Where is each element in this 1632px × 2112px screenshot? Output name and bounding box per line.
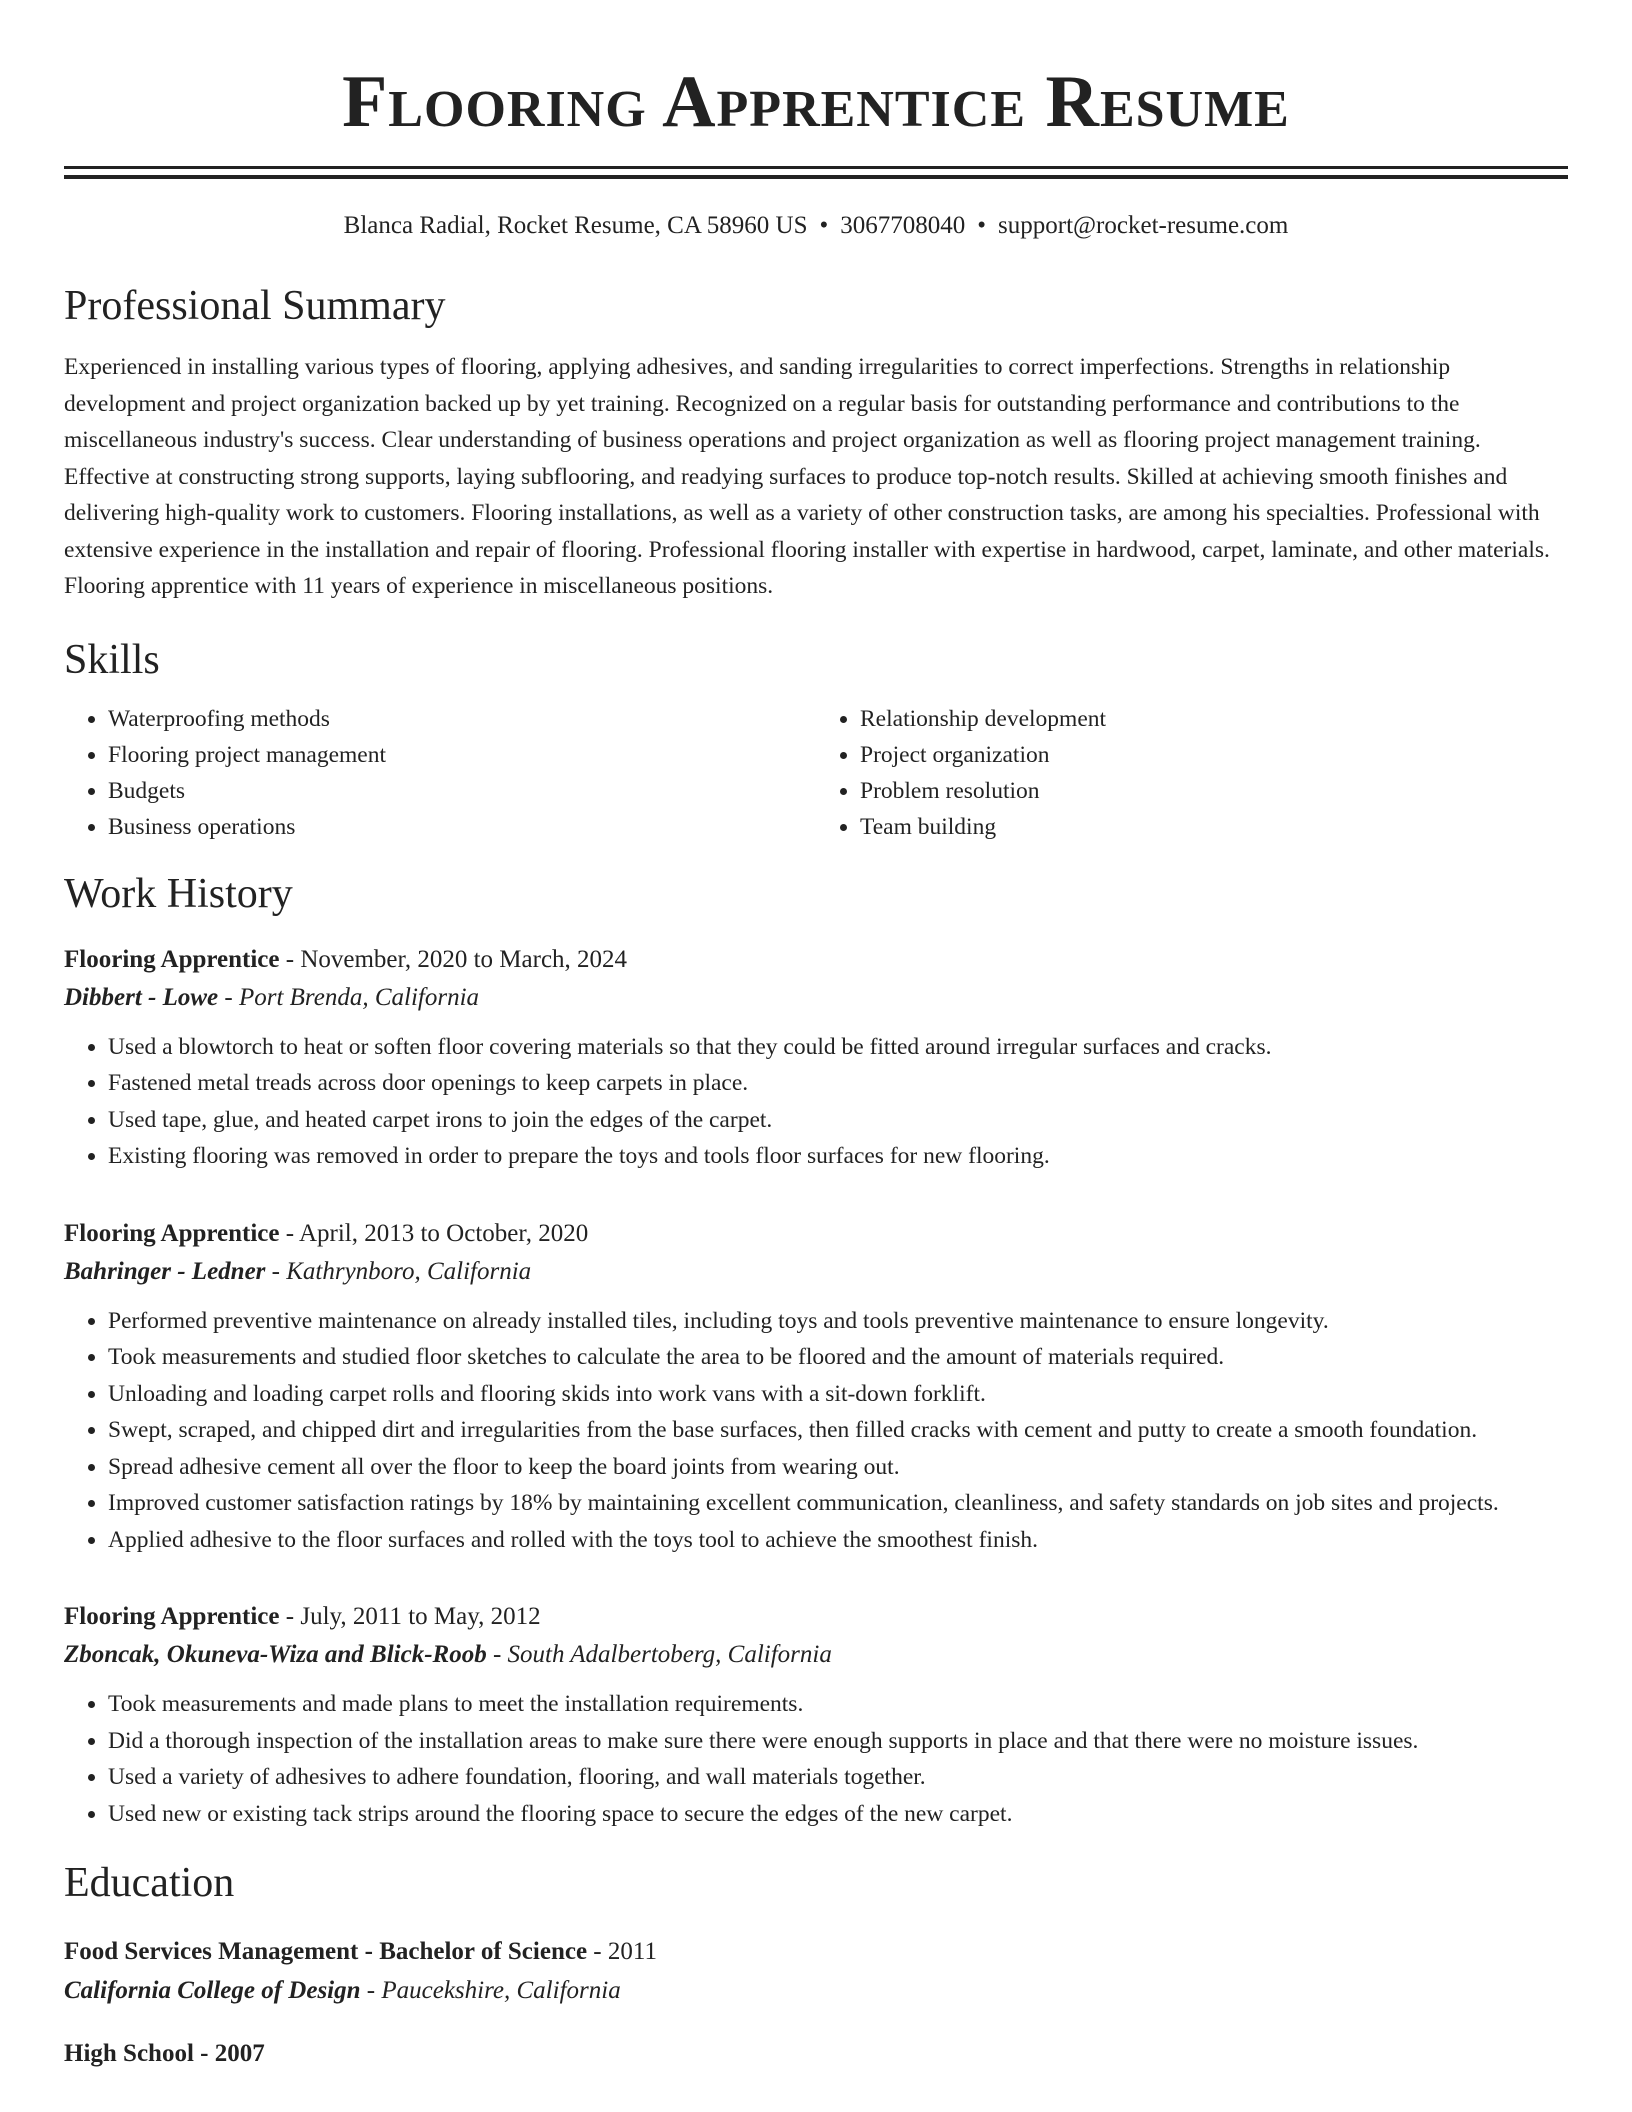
education-year: - 2011 <box>587 1938 657 1965</box>
education-heading: Education <box>64 1860 235 1906</box>
job-bullet: • Existing flooring was removed in order to prepare the toys and tools floor surfaces for new flooring. <box>108 1138 1568 1175</box>
contact-separator: • <box>977 212 987 239</box>
job-bullet: • Used new or existing tack strips around the flooring space to secure the edges of the new carpet. <box>108 1796 1568 1833</box>
skill-item: • Budgets <box>108 773 816 809</box>
skill-item: • Project organization <box>860 737 1568 773</box>
job-bullet: • Used a blowtorch to heat or soften floor covering materials so that they could be fitted around irregular surfaces and cracks. <box>108 1029 1568 1066</box>
job-dates: - July, 2011 to May, 2012 <box>279 1603 541 1630</box>
job-bullet: • Unloading and loading carpet rolls and flooring skids into work vans with a sit-down forklift. <box>108 1376 1568 1413</box>
job-title: Flooring Apprentice <box>64 945 280 973</box>
job-dates: - November, 2020 to March, 2024 <box>279 945 628 973</box>
education-degree-line <box>64 1932 1568 1972</box>
job-entry <box>64 1215 1568 1559</box>
job-company: Bahringer - Ledner <box>64 1257 266 1285</box>
job-bullet: • Swept, scraped, and chipped dirt and irregularities from the base surfaces, then filled cracks with cement and putty to create a smooth foundation. <box>108 1412 1568 1449</box>
job-title-line <box>64 1215 1568 1253</box>
job-location: - Port Brenda, California <box>218 983 480 1011</box>
job-company: Zboncak, Okuneva-Wiza and Blick-Roob <box>64 1641 487 1668</box>
title-divider-top <box>64 166 1568 169</box>
education-year: - 2007 <box>193 2040 265 2067</box>
resume-title: Flooring Apprentice Resume <box>342 61 1290 143</box>
job-company-line <box>64 979 1568 1017</box>
job-title: Flooring Apprentice <box>64 1603 280 1630</box>
education-entry <box>64 2034 1568 2074</box>
job-bullets <box>64 1303 1568 1559</box>
job-bullets <box>64 1686 1568 1832</box>
job-bullet: • Fastened metal treads across door openings to keep carpets in place. <box>108 1065 1568 1102</box>
education-degree-line <box>64 2034 1568 2074</box>
contact-email: support@rocket-resume.com <box>998 212 1289 239</box>
job-location: - South Adalbertoberg, California <box>486 1641 832 1668</box>
summary-heading: Professional Summary <box>64 283 446 329</box>
skills-column-left <box>64 701 816 845</box>
job-bullets <box>64 1029 1568 1175</box>
education-school: California College of Design <box>64 1977 361 2004</box>
summary-text: Experienced in installing various types of flooring, applying adhesives, and sanding irregularities to correct imperfections. Strengths in relationship development and project organization backed up by yet training. Recognized on a regular basis for outstanding performance and contributions to the miscellaneous industry's success. Clear understanding of business operations and project organization as well as flooring project management training. Effective at constructing strong supports, laying subflooring, and readying surfaces to produce top-notch results. Skilled at achieving smooth finishes and delivering high-quality work to customers. Flooring installations, as well as a variety of other construction tasks, are among his specialties. Professional with extensive experience in the installation and repair of flooring. Professional flooring installer with expertise in hardwood, carpet, laminate, and other materials. Flooring apprentice with 11 years of experience in miscellaneous positions. <box>64 354 1550 599</box>
job-bullet: • Took measurements and made plans to meet the installation requirements. <box>108 1686 1568 1723</box>
contact-line <box>64 209 1568 243</box>
job-company: Dibbert - Lowe <box>64 983 219 1011</box>
job-dates: - April, 2013 to October, 2020 <box>279 1219 589 1247</box>
education-degree: Food Services Management - Bachelor of Science <box>64 1938 588 1965</box>
job-bullet: • Used tape, glue, and heated carpet irons to join the edges of the carpet. <box>108 1102 1568 1139</box>
skill-item: • Relationship development <box>860 701 1568 737</box>
job-entry <box>64 1598 1568 1832</box>
skills-list <box>64 701 1568 845</box>
contact-address: Blanca Radial, Rocket Resume, CA 58960 US <box>343 212 808 239</box>
job-title-line <box>64 1598 1568 1636</box>
education-location: - Paucekshire, California <box>360 1977 621 2004</box>
work-history-heading: Work History <box>64 870 293 917</box>
job-entry <box>64 941 1568 1175</box>
job-bullet: • Used a variety of adhesives to adhere foundation, flooring, and wall materials together. <box>108 1759 1568 1796</box>
job-bullet: • Took measurements and studied floor sketches to calculate the area to be floored and the amount of materials required. <box>108 1339 1568 1376</box>
skills-column-right <box>816 701 1568 845</box>
contact-separator: • <box>819 212 829 239</box>
education-entry <box>64 1932 1568 2010</box>
resume-page <box>64 0 1568 2074</box>
skills-heading: Skills <box>64 636 160 683</box>
skill-item: • Team building <box>860 809 1568 845</box>
contact-phone: 3067708040 <box>840 212 966 239</box>
skill-item: • Flooring project management <box>108 737 816 773</box>
job-location: - Kathrynboro, California <box>265 1257 532 1285</box>
education-degree: High School <box>64 2040 194 2067</box>
job-title-line <box>64 941 1568 979</box>
job-bullet: • Did a thorough inspection of the installation areas to make sure there were enough supports in place and that there were no moisture issues. <box>108 1723 1568 1760</box>
skill-item: • Waterproofing methods <box>108 701 816 737</box>
job-bullet: • Applied adhesive to the floor surfaces and rolled with the toys tool to achieve the smoothest finish. <box>108 1522 1568 1559</box>
job-bullet: • Improved customer satisfaction ratings by 18% by maintaining excellent communication, cleanliness, and safety standards on job sites and projects. <box>108 1485 1568 1522</box>
job-company-line <box>64 1253 1568 1291</box>
job-company-line <box>64 1636 1568 1674</box>
skill-item: • Business operations <box>108 809 816 845</box>
job-title: Flooring Apprentice <box>64 1219 280 1247</box>
education-school-line <box>64 1972 1568 2010</box>
job-bullet: • Spread adhesive cement all over the floor to keep the board joints from wearing out. <box>108 1449 1568 1486</box>
title-divider-bottom <box>64 175 1568 179</box>
job-bullet: • Performed preventive maintenance on already installed tiles, including toys and tools preventive maintenance to ensure longevity. <box>108 1303 1568 1340</box>
skill-item: • Problem resolution <box>860 773 1568 809</box>
